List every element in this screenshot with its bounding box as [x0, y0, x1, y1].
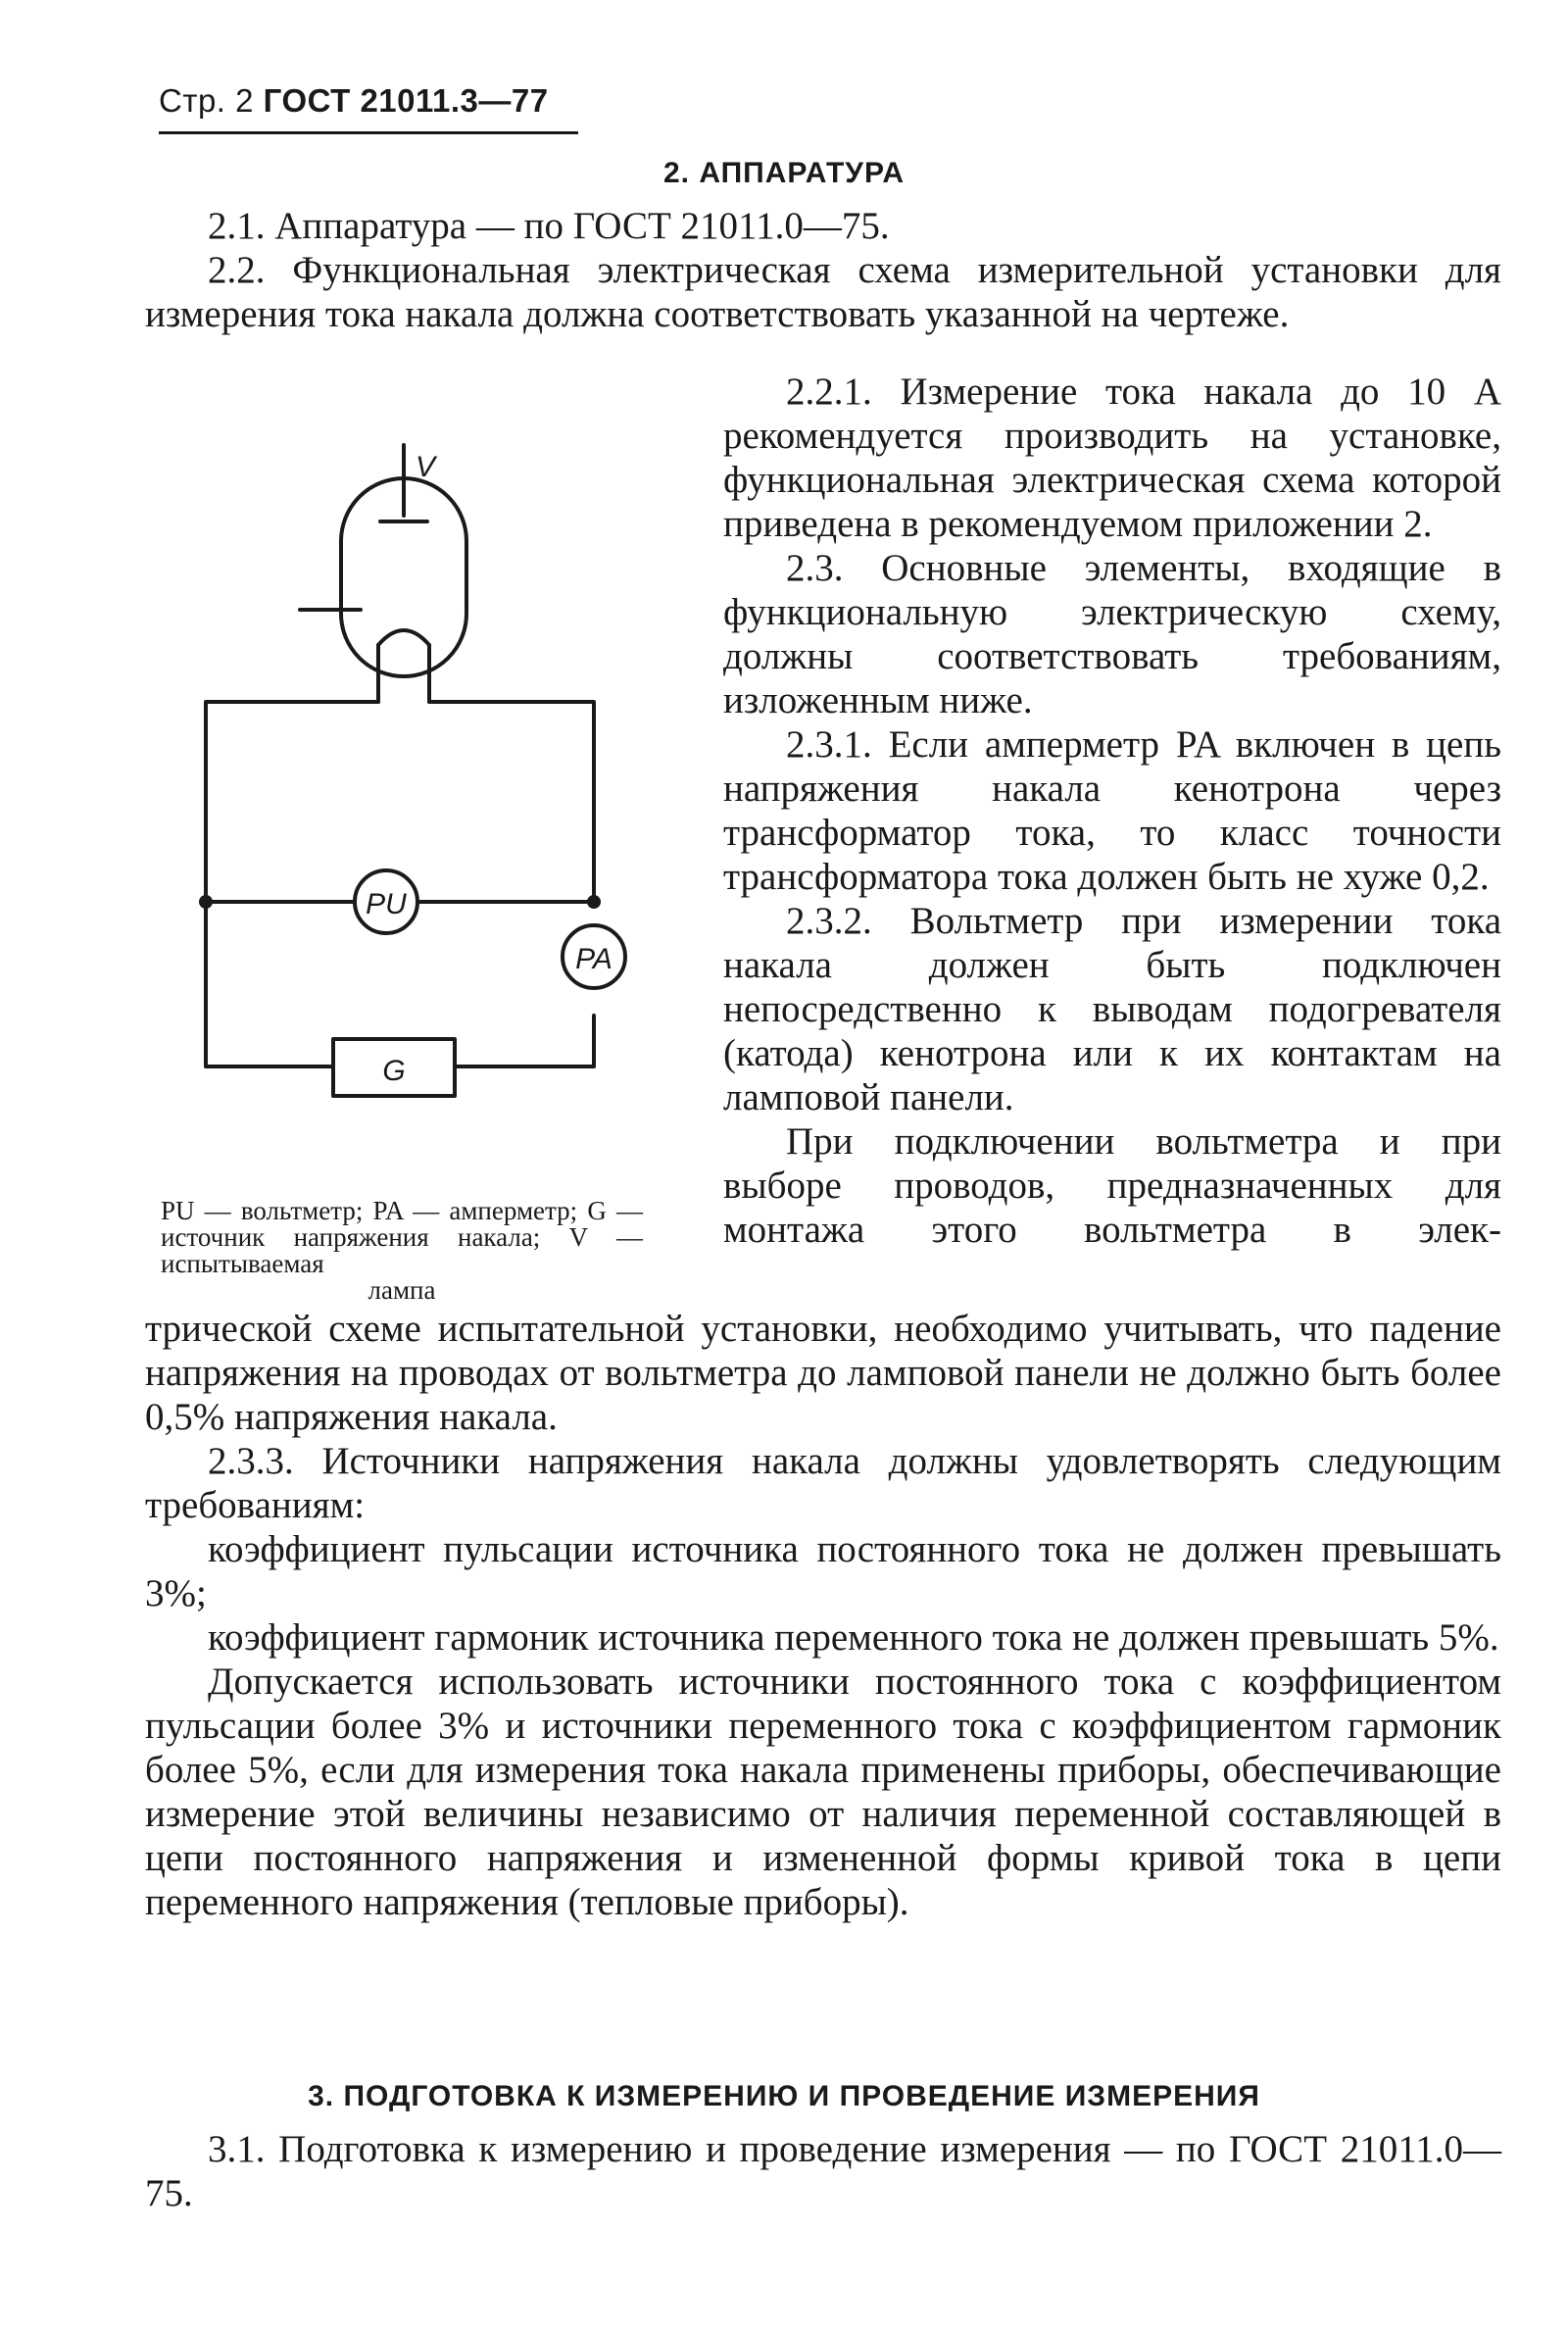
source-label: G [382, 1055, 406, 1087]
wire-right [429, 702, 594, 898]
paragraph-2-3-3: 2.3.3. Источники напряжения накала должны удовлетворять следующим требованиям: [145, 1440, 1501, 1526]
paragraph-2-2: 2.2. Функциональная электрическая схема измерительной установки для измерения тока накала должна соответствовать указанной на чертеже. [145, 249, 1501, 335]
page-header [159, 82, 549, 120]
paragraph-2-3-2: 2.3.2. Вольтметр при измерении тока накала должен быть подключен непосредственно к выводам подогревателя (катода) кенотрона или к их контактам на ламповой панели. [723, 900, 1501, 1118]
paragraph-allowance: Допускается использовать источники постоянного тока с коэффициентом пульсации более 3% и источники переменного тока с коэффициентом гармоник более 5%, если для измерения тока накала применены приборы, обеспечивающие измерение этой величины независимо от наличия переменной составляющей в цепи постоянного напряжения и измененной формы кривой тока в цепи переменного напряжения (тепловые приборы). [145, 1661, 1501, 1923]
paragraph-3-1: 3.1. Подготовка к измерению и проведение измерения — по ГОСТ 21011.0—75. [145, 2128, 1501, 2214]
paragraph-connection-start: При подключении вольтметра и при выборе проводов, предназначенных для монтажа этого вольтметра в элек- [723, 1120, 1501, 1251]
section-3-title: 3. ПОДГОТОВКА К ИЗМЕРЕНИЮ И ПРОВЕДЕНИЕ ИЗМЕРЕНИЯ [308, 2080, 1260, 2112]
section-2-intro [145, 204, 1501, 336]
section-2-title: 2. АППАРАТУРА [663, 157, 905, 189]
junction-right [587, 895, 601, 909]
wire-bottom [455, 1016, 594, 1066]
section-2-continuation [145, 1307, 1501, 1924]
standard-code: ГОСТ 21011.3—77 [263, 82, 549, 119]
page-number: Стр. 2 [159, 82, 254, 119]
circuit-diagram [186, 431, 657, 1137]
caption-main: PU — вольтметр; PA — амперметр; G — источник напряжения накала; V — испытываемая [161, 1196, 643, 1278]
requirement-ripple: коэффициент пульсации источника постоянного тока не должен превышать 3%; [145, 1528, 1501, 1614]
junction-left [199, 895, 213, 909]
caption-end: лампа [368, 1275, 436, 1305]
paragraph-2-1: 2.1. Аппаратура — по ГОСТ 21011.0—75. [208, 205, 890, 247]
voltmeter-label: PU [366, 888, 407, 920]
section-3-body [145, 2127, 1501, 2215]
paragraph-connection-end: трической схеме испытательной установки, необходимо учитывать, что падение напряжения на проводах от вольтметра до ламповой панели не должно быть более 0,5% напряжения накала. [145, 1308, 1501, 1438]
paragraph-2-3: 2.3. Основные элементы, входящие в функциональную электрическую схему, должны соответствовать требованиям, изложенным ниже. [723, 547, 1501, 721]
wire-left [206, 702, 378, 1066]
lamp-label: V [415, 451, 436, 483]
requirement-harmonics: коэффициент гармоник источника переменного тока не должен превышать 5%. [208, 1616, 1499, 1659]
figure-caption [161, 1198, 643, 1304]
right-column [723, 370, 1501, 1252]
paragraph-2-2-1: 2.2.1. Измерение тока накала до 10 А рекомендуется производить на установке, функциональная электрическая схема которой приведена в рекомендуемом приложении 2. [723, 371, 1501, 545]
header-rule [159, 131, 578, 134]
paragraph-2-3-1: 2.3.1. Если амперметр PA включен в цепь напряжения накала кенотрона через трансформатор тока, то класс точности трансформатора тока должен быть не хуже 0,2. [723, 723, 1501, 898]
heater-filament [378, 630, 429, 645]
ammeter-label: PA [575, 943, 612, 975]
